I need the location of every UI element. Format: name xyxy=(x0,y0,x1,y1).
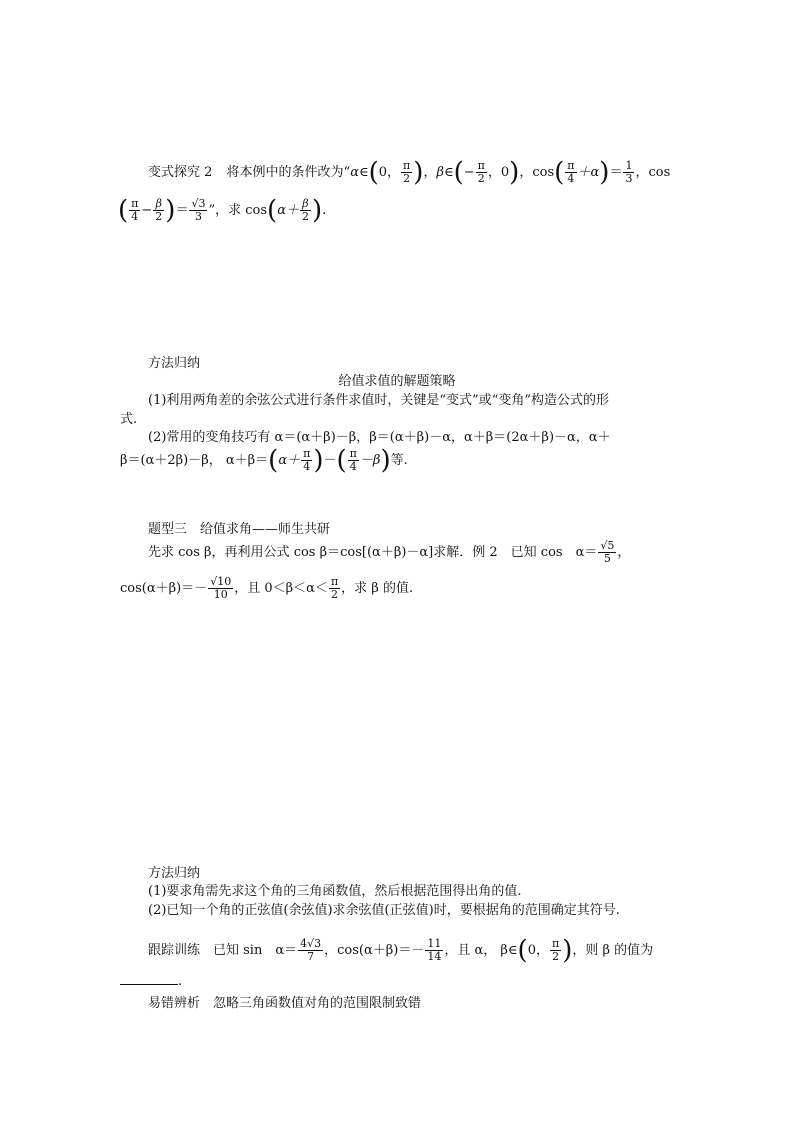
method2-p2: (2)已知一个角的正弦值(余弦值)求余弦值(正弦值)时，要根据角的范围确定其符号. xyxy=(148,903,620,918)
type3-title: 题型三 给值求角——师生共研 xyxy=(148,522,331,537)
fraction: $\frac{1}{3}$ xyxy=(625,159,633,185)
variant-line-1: 变式探究 2 将本例中的条件改为“α∈(0， $\frac{\pi}{2}$ )，β∈(− $\frac{\pi}{2}$ ，0)，cos( $\frac{\pi}{4}$ ＋α)＝ $\frac{1}{3}$ ，cos xyxy=(148,157,671,188)
fraction: $\frac{√5}{5}$ xyxy=(600,539,615,565)
fraction: $\frac{√10}{10}$ xyxy=(210,575,232,601)
fraction: $\frac{\pi}{4}$ xyxy=(567,159,575,185)
error-analysis: 易错辨析 忽略三角函数值对角的范围限制致错 xyxy=(148,996,422,1011)
method-center-title: 给值求值的解题策略 xyxy=(338,374,456,389)
fraction: $\frac{\pi}{4}$ xyxy=(349,447,357,473)
fraction: $\frac{\pi}{4}$ xyxy=(303,447,311,473)
answer-blank xyxy=(120,972,178,985)
method-p2a: (2)常用的变角技巧有 α＝(α＋β)－β，β＝(α＋β)－α，α＋β＝(2α＋β)－α，α＋ xyxy=(148,430,611,445)
fraction: $\frac{\beta}{2}$ xyxy=(301,197,309,223)
type3-line-1: 先求 cos β，再利用公式 cos β＝cos[(α＋β)－α]求解．例 2 已知 cos α＝ $\frac{√5}{5}$ ， xyxy=(148,539,631,565)
fraction: $\frac{11}{14}$ xyxy=(427,937,442,963)
tracking-line-1: 跟踪训练 已知 sin α＝ $\frac{4√3}{7}$ ，cos(α＋β)＝－ $\frac{11}{14}$ ，且 α， β∈(0， $\frac{\pi}{2}$ )，则 β 的值为 xyxy=(148,935,654,966)
variant-label: 变式探究 2 xyxy=(148,165,213,180)
method2-p1: (1)要求角需先求这个角的三角函数值，然后根据范围得出角的值. xyxy=(148,884,522,899)
fraction: $\frac{\beta}{2}$ xyxy=(155,197,163,223)
fraction: $\frac{\pi}{2}$ xyxy=(403,159,411,185)
fraction: $\frac{\pi}{2}$ xyxy=(551,937,560,963)
method-title: 方法归纳 xyxy=(148,356,201,371)
method-p1: (1)利用两角差的余弦公式进行条件求值时，关键是“变式”或“变角”构造公式的形 xyxy=(148,393,609,408)
fraction: $\frac{4√3}{7}$ xyxy=(300,937,322,963)
fraction: $\frac{\pi}{4}$ xyxy=(131,197,139,223)
fraction: $\frac{\pi}{2}$ xyxy=(477,159,485,185)
tracking-line-2: . xyxy=(120,972,182,989)
type3-line-2: cos(α＋β)＝－ $\frac{√10}{10}$ ，且 0＜β＜α＜ $\frac{\pi}{2}$ ，求 β 的值. xyxy=(120,575,414,601)
method-p1b: 式. xyxy=(120,412,138,427)
method-p2b: β＝(α＋2β)－β， α＋β＝(α＋ $\frac{\pi}{4}$ )－( $\frac{\pi}{4}$ －β)等. xyxy=(120,445,408,476)
fraction: $\frac{√3}{3}$ xyxy=(191,197,206,223)
variant-line-2: ( $\frac{\pi}{4}$ − $\frac{\beta}{2}$ )＝ $\frac{√3}{3}$ ”，求 cos(α＋ $\frac{\beta}{2}$ ). xyxy=(118,195,327,226)
method2-title: 方法归纳 xyxy=(148,866,201,881)
fraction: $\frac{\pi}{2}$ xyxy=(330,575,339,601)
